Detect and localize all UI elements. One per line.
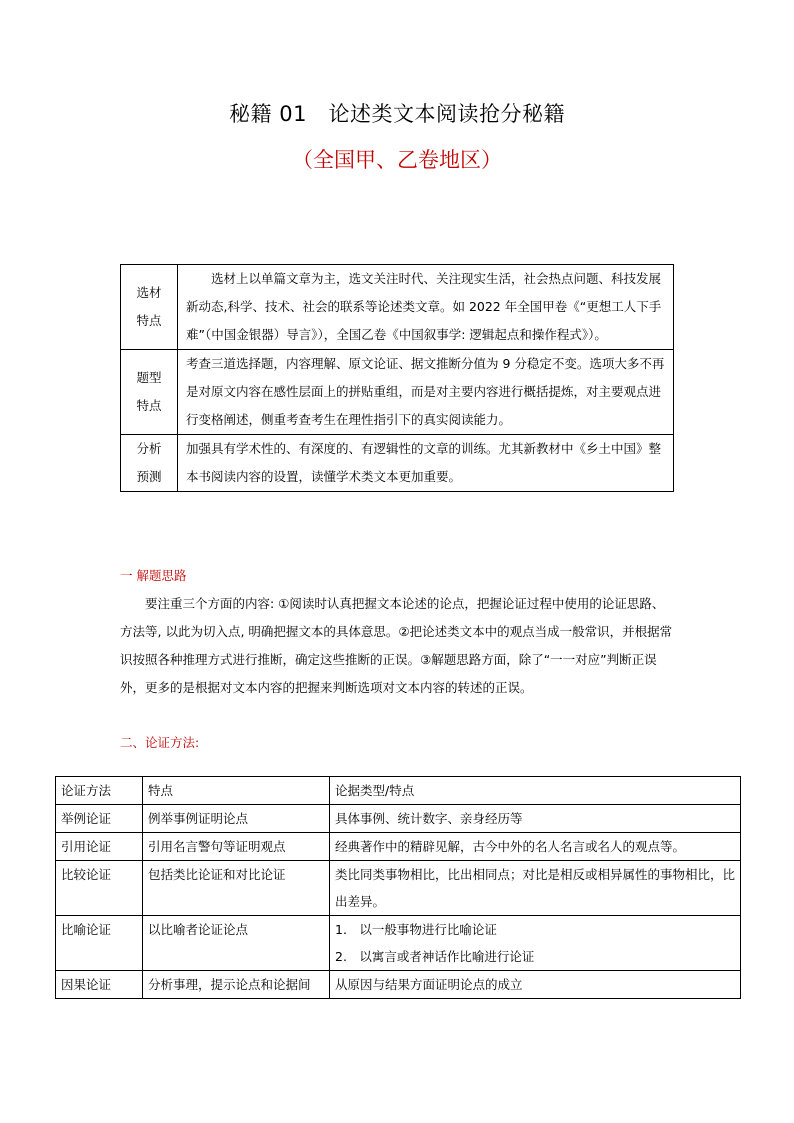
label-line: 选材 xyxy=(136,285,162,300)
method-cell: 因果论证 xyxy=(56,971,143,999)
label-line: 特点 xyxy=(136,313,162,328)
feature-cell: 包括类比论证和对比论证 xyxy=(143,861,330,916)
list-item: 1. 以一般事物进行比喻论证 xyxy=(335,922,497,937)
row-label xyxy=(121,435,178,492)
feature-cell: 引用名言警句等证明观点 xyxy=(143,833,330,861)
overview-table xyxy=(120,264,674,492)
table-header-row xyxy=(56,777,741,805)
table-row xyxy=(56,805,741,833)
table-row xyxy=(56,861,741,916)
label-line: 题型 xyxy=(136,370,162,385)
list-item: 2. 以寓言或者神话作比喻进行论证 xyxy=(335,949,535,964)
row-label xyxy=(121,265,178,350)
section-heading-2: 二、论证方法: xyxy=(120,735,200,750)
table-row xyxy=(56,833,741,861)
table-row xyxy=(121,350,674,435)
row-text: 选材上以单篇文章为主，选文关注时代、关注现实生活，社会热点问题、科技发展新动态,科学、技术、社会的联系等论述类文章。如 2022 年全国甲卷《“更想工人下手难”（中国金银器）导言》），全国乙卷《中国叙事学: 逻辑起点和操作程式》）。 xyxy=(178,265,674,350)
table-row xyxy=(56,916,741,971)
evidence-cell: 从原因与结果方面证明论点的成立 xyxy=(330,971,741,999)
method-cell: 引用论证 xyxy=(56,833,143,861)
feature-cell: 例举事例证明论点 xyxy=(143,805,330,833)
label-line: 分析 xyxy=(136,441,162,456)
row-text: 考查三道选择题，内容理解、原文论证、据文推断分值为 9 分稳定不变。选项大多不再是对原文内容在感性层面上的拼贴重组，而是对主要内容进行概括提炼，对主要观点进行变格阐述，侧重考查考生在理性指引下的真实阅读能力。 xyxy=(178,350,674,435)
row-text: 加强具有学术性的、有深度的、有逻辑性的文章的训练。尤其新教材中《乡土中国》整本书阅读内容的设置，读懂学术类文本更加重要。 xyxy=(178,435,674,492)
evidence-cell xyxy=(330,916,741,971)
evidence-cell: 类比同类事物相比，比出相同点；对比是相反或相异属性的事物相比，比出差异。 xyxy=(330,861,741,916)
table-row xyxy=(121,435,674,492)
row-label xyxy=(121,350,178,435)
section-paragraph: 要注重三个方面的内容: ①阅读时认真把握文本论述的论点，把握论证过程中使用的论证思路、方法等, 以此为切入点, 明确把握文本的具体意思。②把论述类文本中的观点当成一般常识，并根据常识按照各种推理方式进行推断，确定这些推断的正误。③解题思路方面，除了“一一对应”判断正误外，更多的是根据对文本内容的把握来判断选项对文本内容的转述的正误。 xyxy=(120,596,673,695)
page-subtitle: （全国甲、乙卷地区） xyxy=(292,148,502,172)
column-header: 论证方法 xyxy=(56,777,143,805)
evidence-cell: 经典著作中的精辟见解，古今中外的名人名言或名人的观点等。 xyxy=(330,833,741,861)
label-line: 特点 xyxy=(136,398,162,413)
table-row xyxy=(121,265,674,350)
label-line: 预测 xyxy=(136,469,162,484)
method-cell: 比喻论证 xyxy=(56,916,143,971)
method-cell: 举例论证 xyxy=(56,805,143,833)
feature-cell: 分析事理，提示论点和论据间 xyxy=(143,971,330,999)
page-title: 秘籍 01 论述类文本阅读抢分秘籍 xyxy=(229,102,565,126)
feature-cell: 以比喻者论证论点 xyxy=(143,916,330,971)
methods-table xyxy=(55,776,741,999)
section-heading-1: 一 解题思路 xyxy=(120,568,187,583)
evidence-cell: 具体事例、统计数字、亲身经历等 xyxy=(330,805,741,833)
table-row xyxy=(56,971,741,999)
method-cell: 比较论证 xyxy=(56,861,143,916)
column-header: 论据类型/特点 xyxy=(330,777,741,805)
column-header: 特点 xyxy=(143,777,330,805)
